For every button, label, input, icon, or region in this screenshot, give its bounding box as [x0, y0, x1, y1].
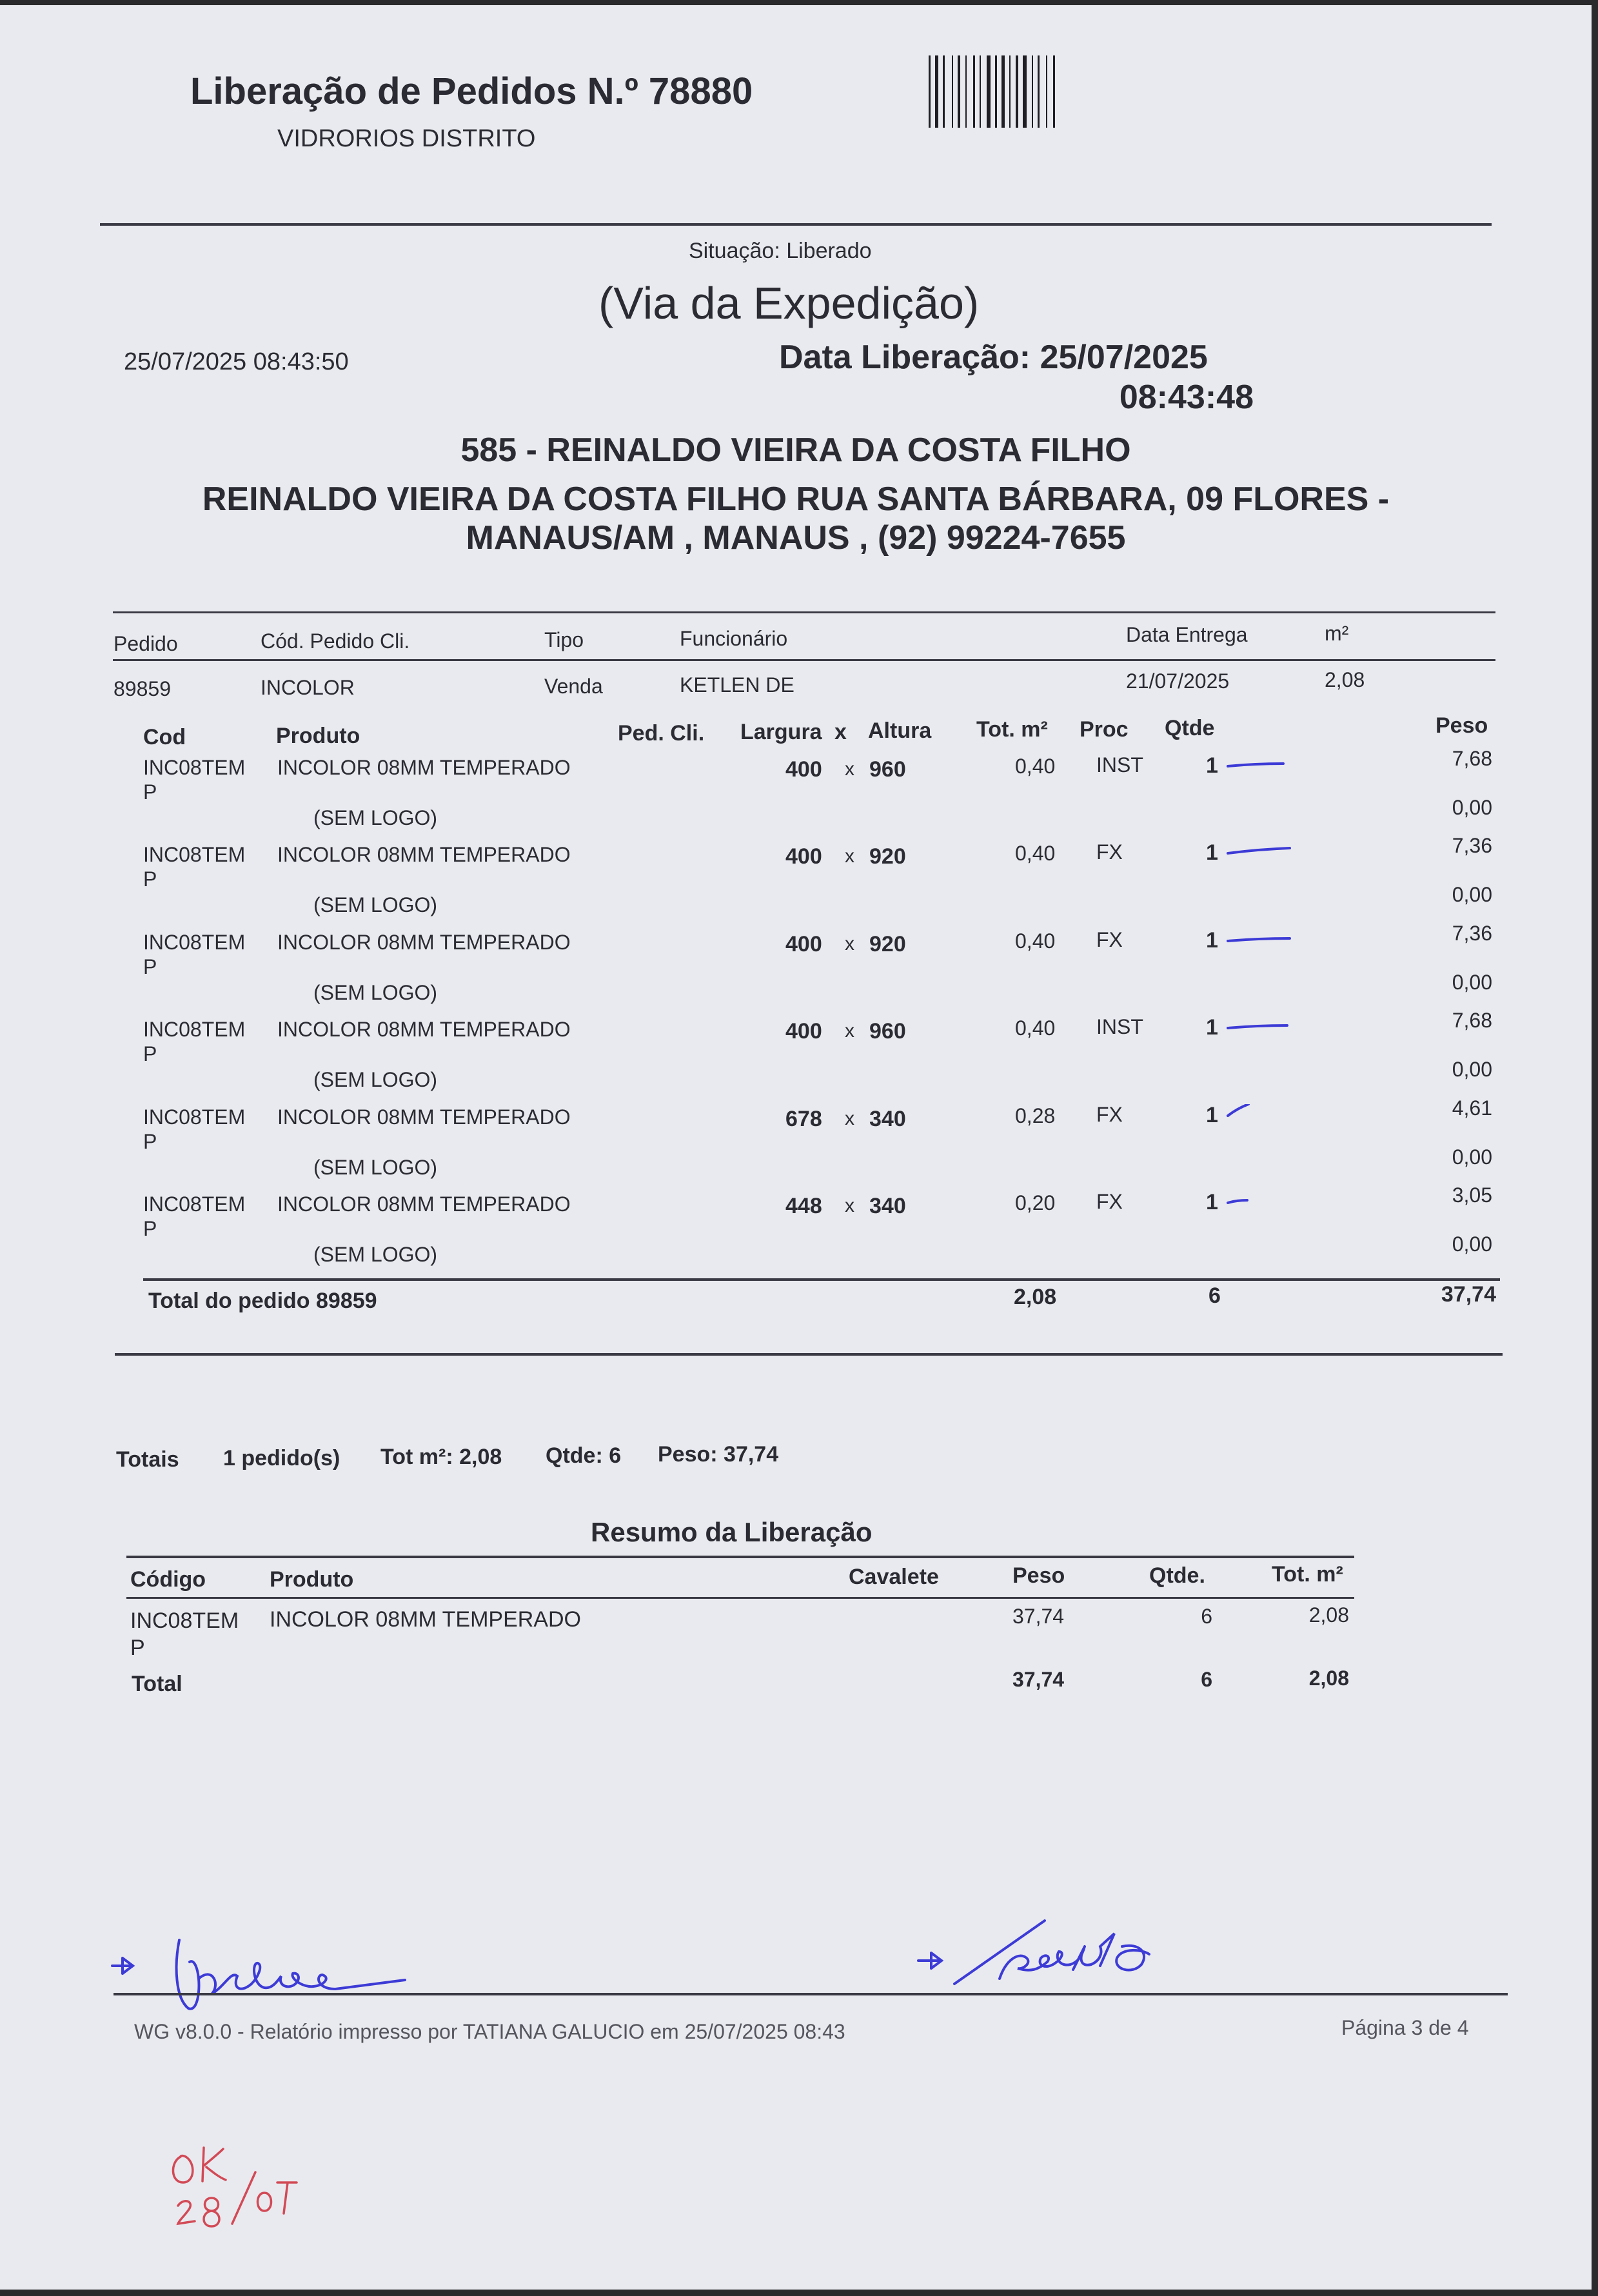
- items-col-peso: Peso: [1435, 713, 1488, 738]
- items-col-ped-cli: Ped. Cli.: [618, 721, 705, 746]
- summary-col-peso: Peso: [1012, 1563, 1065, 1588]
- client-address-line1: REINALDO VIEIRA DA COSTA FILHO RUA SANTA BÁRBARA, 09 FLORES -: [202, 480, 1390, 518]
- col-funcionario-label: Funcionário: [680, 627, 788, 650]
- item-x: x: [845, 846, 854, 867]
- order-total-qtde: 6: [1208, 1283, 1221, 1308]
- item-produto: INCOLOR 08MM TEMPERADO: [277, 1193, 571, 1216]
- printed-timestamp: 25/07/2025 08:43:50: [124, 348, 349, 375]
- item-altura: 960: [869, 1019, 906, 1044]
- order-cod-pedido-cli-value: INCOLOR: [261, 676, 355, 699]
- order-total-rule: [143, 1278, 1500, 1281]
- item-altura: 340: [869, 1106, 906, 1131]
- item-qtde: 1: [1206, 927, 1218, 953]
- col-cod-pedido-cli-label: Cód. Pedido Cli.: [261, 629, 410, 653]
- items-col-qtde: Qtde: [1165, 716, 1215, 740]
- item-largura: 400: [785, 931, 822, 956]
- summary-row-produto: INCOLOR 08MM TEMPERADO: [270, 1607, 582, 1632]
- summary-col-tot-m2: Tot. m²: [1272, 1562, 1343, 1587]
- totals-m2: Tot m²: 2,08: [380, 1445, 502, 1469]
- item-peso-sub: 0,00: [1452, 970, 1492, 994]
- document-title: Liberação de Pedidos N.º 78880: [190, 70, 753, 112]
- summary-row-codigo-1: INC08TEM: [130, 1608, 239, 1633]
- order-funcionario-value: KETLEN DE: [680, 673, 794, 697]
- item-check-mark: [1225, 1104, 1303, 1123]
- company-name: VIDRORIOS DISTRITO: [277, 125, 536, 152]
- item-check-mark: [1225, 1016, 1303, 1036]
- item-peso: 7,68: [1452, 747, 1492, 770]
- order-tipo-value: Venda: [544, 675, 603, 698]
- handwritten-note: [161, 2133, 303, 2243]
- totals-qtde: Qtde: 6: [546, 1443, 622, 1468]
- item-produto-sub: (SEM LOGO): [313, 1068, 438, 1092]
- item-check-mark: [1225, 929, 1303, 949]
- summary-col-produto: Produto: [270, 1567, 354, 1592]
- summary-top-rule: [126, 1556, 1354, 1558]
- item-largura: 400: [785, 757, 822, 782]
- item-x: x: [845, 1195, 854, 1216]
- item-cod-line2: P: [143, 1129, 157, 1153]
- client-address-line2: MANAUS/AM , MANAUS , (92) 99224-7655: [466, 519, 1126, 557]
- totals-pedidos: 1 pedido(s): [223, 1446, 340, 1470]
- summary-row-qtde: 6: [1201, 1605, 1212, 1628]
- item-proc: FX: [1096, 927, 1123, 951]
- items-col-cod: Cod: [143, 725, 186, 749]
- item-tot-m2: 0,40: [1015, 929, 1056, 953]
- footer-page-number: Página 3 de 4: [1341, 2016, 1469, 2039]
- order-pedido-value: 89859: [113, 677, 171, 700]
- item-produto: INCOLOR 08MM TEMPERADO: [277, 1105, 571, 1129]
- item-cod-line2: P: [143, 955, 157, 978]
- item-check-mark: [1225, 1191, 1303, 1211]
- item-produto: INCOLOR 08MM TEMPERADO: [277, 930, 571, 954]
- order-total-peso: 37,74: [1441, 1282, 1496, 1307]
- summary-row-tot-m2: 2,08: [1308, 1603, 1349, 1627]
- item-cod-line1: INC08TEM: [143, 930, 246, 954]
- col-pedido-label: Pedido: [113, 632, 178, 655]
- item-x: x: [845, 1020, 854, 1042]
- items-col-altura: Altura: [868, 718, 932, 743]
- items-col-tot-m2: Tot. m²: [976, 717, 1048, 742]
- items-col-proc: Proc: [1080, 717, 1129, 742]
- item-cod-line1: INC08TEM: [143, 1193, 246, 1216]
- item-qtde: 1: [1206, 840, 1218, 866]
- release-date: Data Liberação: 25/07/2025: [779, 339, 1208, 376]
- item-altura: 920: [869, 844, 906, 869]
- item-peso-sub: 0,00: [1452, 796, 1492, 819]
- item-largura: 448: [785, 1194, 822, 1218]
- summary-row-codigo-2: P: [130, 1636, 145, 1660]
- item-largura: 678: [785, 1106, 822, 1131]
- item-cod-line1: INC08TEM: [143, 756, 246, 779]
- item-produto: INCOLOR 08MM TEMPERADO: [277, 1018, 571, 1042]
- items-col-largura: Largura: [740, 720, 822, 744]
- client-title: 585 - REINALDO VIEIRA DA COSTA FILHO: [460, 431, 1131, 469]
- summary-total-qtde: 6: [1201, 1668, 1212, 1691]
- summary-col-qtde: Qtde.: [1149, 1563, 1205, 1588]
- order-total-m2: 2,08: [1014, 1285, 1057, 1309]
- release-time: 08:43:48: [1119, 379, 1254, 416]
- item-tot-m2: 0,40: [1015, 755, 1056, 778]
- item-produto-sub: (SEM LOGO): [313, 1155, 438, 1179]
- col-data-entrega-label: Data Entrega: [1126, 623, 1248, 646]
- item-cod-line2: P: [143, 780, 157, 804]
- item-cod-line2: P: [143, 867, 157, 891]
- item-altura: 920: [869, 931, 906, 956]
- item-tot-m2: 0,40: [1015, 1016, 1056, 1040]
- item-peso: 7,36: [1452, 921, 1492, 945]
- item-peso: 3,05: [1452, 1183, 1492, 1207]
- item-peso: 7,68: [1452, 1009, 1492, 1033]
- summary-title: Resumo da Liberação: [591, 1517, 873, 1547]
- item-check-mark: [1225, 842, 1303, 861]
- item-qtde: 1: [1206, 753, 1218, 778]
- signature-right: [909, 1908, 1245, 1998]
- item-peso-sub: 0,00: [1452, 883, 1492, 907]
- order-total-label: Total do pedido 89859: [148, 1289, 377, 1313]
- footer-printed-by: WG v8.0.0 - Relatório impresso por TATIANA GALUCIO em 25/07/2025 08:43: [134, 2020, 845, 2043]
- items-col-x: x: [834, 720, 847, 744]
- items-col-produto: Produto: [276, 724, 360, 748]
- summary-header-rule: [126, 1597, 1354, 1599]
- item-peso-sub: 0,00: [1452, 1145, 1492, 1169]
- item-proc: FX: [1096, 1190, 1123, 1213]
- item-largura: 400: [785, 1019, 822, 1044]
- item-proc: INST: [1096, 753, 1143, 777]
- item-produto-sub: (SEM LOGO): [313, 893, 438, 917]
- summary-total-tot-m2: 2,08: [1308, 1667, 1349, 1690]
- item-peso: 4,61: [1452, 1096, 1492, 1120]
- item-cod-line1: INC08TEM: [143, 843, 246, 867]
- summary-row-peso: 37,74: [1012, 1605, 1065, 1628]
- item-produto-sub: (SEM LOGO): [313, 1243, 438, 1266]
- item-qtde: 1: [1206, 1190, 1218, 1214]
- item-cod-line2: P: [143, 1217, 157, 1240]
- item-peso: 7,36: [1452, 834, 1492, 858]
- item-largura: 400: [785, 844, 822, 869]
- item-produto: INCOLOR 08MM TEMPERADO: [277, 756, 571, 779]
- col-m2-label: m²: [1325, 622, 1349, 645]
- summary-col-cavalete: Cavalete: [849, 1565, 939, 1589]
- item-cod-line2: P: [143, 1042, 157, 1066]
- item-cod-line1: INC08TEM: [143, 1018, 246, 1042]
- status-text: Situação: Liberado: [689, 239, 872, 263]
- item-peso-sub: 0,00: [1452, 1232, 1492, 1256]
- item-tot-m2: 0,28: [1015, 1103, 1056, 1127]
- document-page: [0, 5, 1592, 2290]
- signature-left: [103, 1927, 426, 2017]
- item-x: x: [845, 1107, 854, 1129]
- order-header-bottom-rule: [113, 659, 1495, 661]
- summary-total-label: Total: [132, 1672, 182, 1696]
- item-produto: INCOLOR 08MM TEMPERADO: [277, 843, 571, 867]
- item-cod-line1: INC08TEM: [143, 1105, 246, 1129]
- order-data-entrega-value: 21/07/2025: [1126, 669, 1230, 693]
- barcode-graphic: [927, 54, 1170, 130]
- item-tot-m2: 0,20: [1015, 1191, 1056, 1214]
- copy-label: (Via da Expedição): [598, 278, 980, 328]
- item-qtde: 1: [1206, 1015, 1218, 1040]
- item-check-mark: [1225, 755, 1303, 774]
- item-altura: 960: [869, 757, 906, 782]
- order-header-top-rule: [113, 611, 1495, 613]
- item-proc: INST: [1096, 1015, 1143, 1039]
- item-proc: FX: [1096, 840, 1123, 864]
- item-x: x: [845, 758, 854, 780]
- item-peso-sub: 0,00: [1452, 1058, 1492, 1082]
- footer-rule: [113, 1993, 1508, 1995]
- summary-total-peso: 37,74: [1012, 1668, 1065, 1691]
- item-x: x: [845, 933, 854, 955]
- item-altura: 340: [869, 1194, 906, 1218]
- item-produto-sub: (SEM LOGO): [313, 980, 438, 1004]
- col-tipo-label: Tipo: [544, 628, 584, 651]
- item-qtde: 1: [1206, 1102, 1218, 1127]
- item-proc: FX: [1096, 1102, 1123, 1126]
- header-divider: [100, 223, 1492, 226]
- item-produto-sub: (SEM LOGO): [313, 806, 438, 829]
- totals-peso: Peso: 37,74: [658, 1442, 779, 1467]
- totals-label: Totais: [116, 1447, 179, 1472]
- summary-col-codigo: Código: [130, 1567, 206, 1592]
- order-section-end-rule: [115, 1353, 1503, 1356]
- order-m2-value: 2,08: [1325, 668, 1365, 691]
- item-tot-m2: 0,40: [1015, 842, 1056, 866]
